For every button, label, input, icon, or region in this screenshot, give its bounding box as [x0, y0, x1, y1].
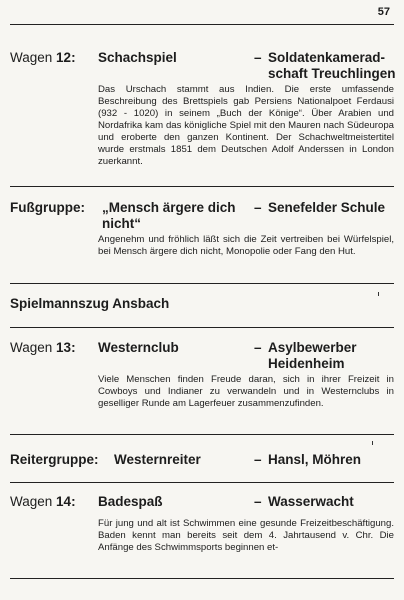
entry-reitergruppe	[10, 452, 394, 468]
page-number: 57	[377, 6, 390, 18]
entry-label: Fußgruppe:	[10, 200, 85, 215]
wagen-number: 13:	[56, 340, 76, 355]
entry-label: Reitergruppe:	[10, 452, 99, 467]
wagen-prefix: Wagen	[10, 50, 53, 65]
entry-fussgruppe	[10, 200, 394, 257]
entry-label: Spielmannszug Ansbach	[10, 296, 170, 311]
entry-wagen-12	[10, 50, 396, 167]
wagen-number: 12:	[56, 50, 76, 65]
entry-wagen-13	[10, 340, 394, 409]
section-rule	[10, 283, 394, 284]
wagen-number: 14:	[56, 494, 76, 509]
entry-wagen-14	[10, 494, 394, 553]
entry-heading	[10, 200, 394, 231]
entry-title: Westernclub	[98, 340, 179, 355]
entry-description: Viele Menschen finden Freude daran, sich in ihrer Freizeit in Cowboys und Indianer zu verwandeln und in Westernclubs in geselliger Runde am Lagerfeuer zusammenzufinden.	[98, 374, 394, 409]
entry-heading	[10, 452, 394, 468]
entry-heading	[10, 296, 394, 312]
section-rule	[10, 434, 394, 435]
wagen-prefix: Wagen	[10, 340, 53, 355]
entry-dash: –	[254, 340, 262, 355]
entry-spielmannszug	[10, 296, 394, 312]
entry-description: Das Urschach stammt aus Indien. Die erste umfassende Beschreibung des Brettspiels gab Persiens Nationalpoet Ferdausi (932 - 1020) in seinem „Buch der Könige“. Über Arabien und Nordafrika kam das königliche Spiel mit den Mauren nach Südeuropa und eroberte den ganzen Kontinent. Der Schachweltmeistertitel wurde erstmals 1851 dem Deutschen Adolf Anderssen in London zuerkannt.	[98, 84, 394, 167]
wagen-prefix: Wagen	[10, 494, 53, 509]
entry-organization: Wasserwacht	[268, 494, 354, 509]
entry-title: Westernreiter	[114, 452, 201, 467]
bottom-rule	[10, 578, 394, 579]
entry-organization: Hansl, Möhren	[268, 452, 362, 467]
entry-heading	[10, 340, 394, 371]
entry-dash: –	[254, 494, 262, 509]
margin-tick	[372, 441, 373, 445]
entry-organization: Asylbewerber Heidenheim	[268, 340, 357, 371]
top-rule	[10, 24, 394, 25]
entry-organization: Soldatenkamerad-schaft Treuchlingen	[268, 50, 396, 81]
entry-title: Badespaß	[98, 494, 163, 509]
entry-dash: –	[254, 452, 262, 467]
entry-title: Schachspiel	[98, 50, 177, 65]
entry-label	[10, 494, 76, 509]
entry-organization: Senefelder Schule	[268, 200, 386, 215]
entry-title: „Mensch ärgere dich nicht“	[102, 200, 236, 231]
section-rule	[10, 327, 394, 328]
entry-dash: –	[254, 200, 262, 215]
entry-description: Angenehm und fröhlich läßt sich die Zeit vertreiben bei Würfelspiel, bei Mensch ärgere dich nicht, Monopolie oder Fang den Hut.	[98, 234, 394, 257]
entry-label	[10, 50, 76, 65]
section-rule	[10, 482, 394, 483]
section-rule	[10, 186, 394, 187]
entry-label	[10, 340, 76, 355]
entry-description: Für jung und alt ist Schwimmen eine gesunde Freizeitbeschäftigung. Baden kennt man bereits seit dem 4. Jahrtausend v. Chr. Die Anfänge des Schwimmsports beginnen et-	[98, 518, 394, 553]
entry-heading	[10, 50, 396, 81]
entry-dash: –	[254, 50, 262, 65]
entry-heading	[10, 494, 394, 510]
